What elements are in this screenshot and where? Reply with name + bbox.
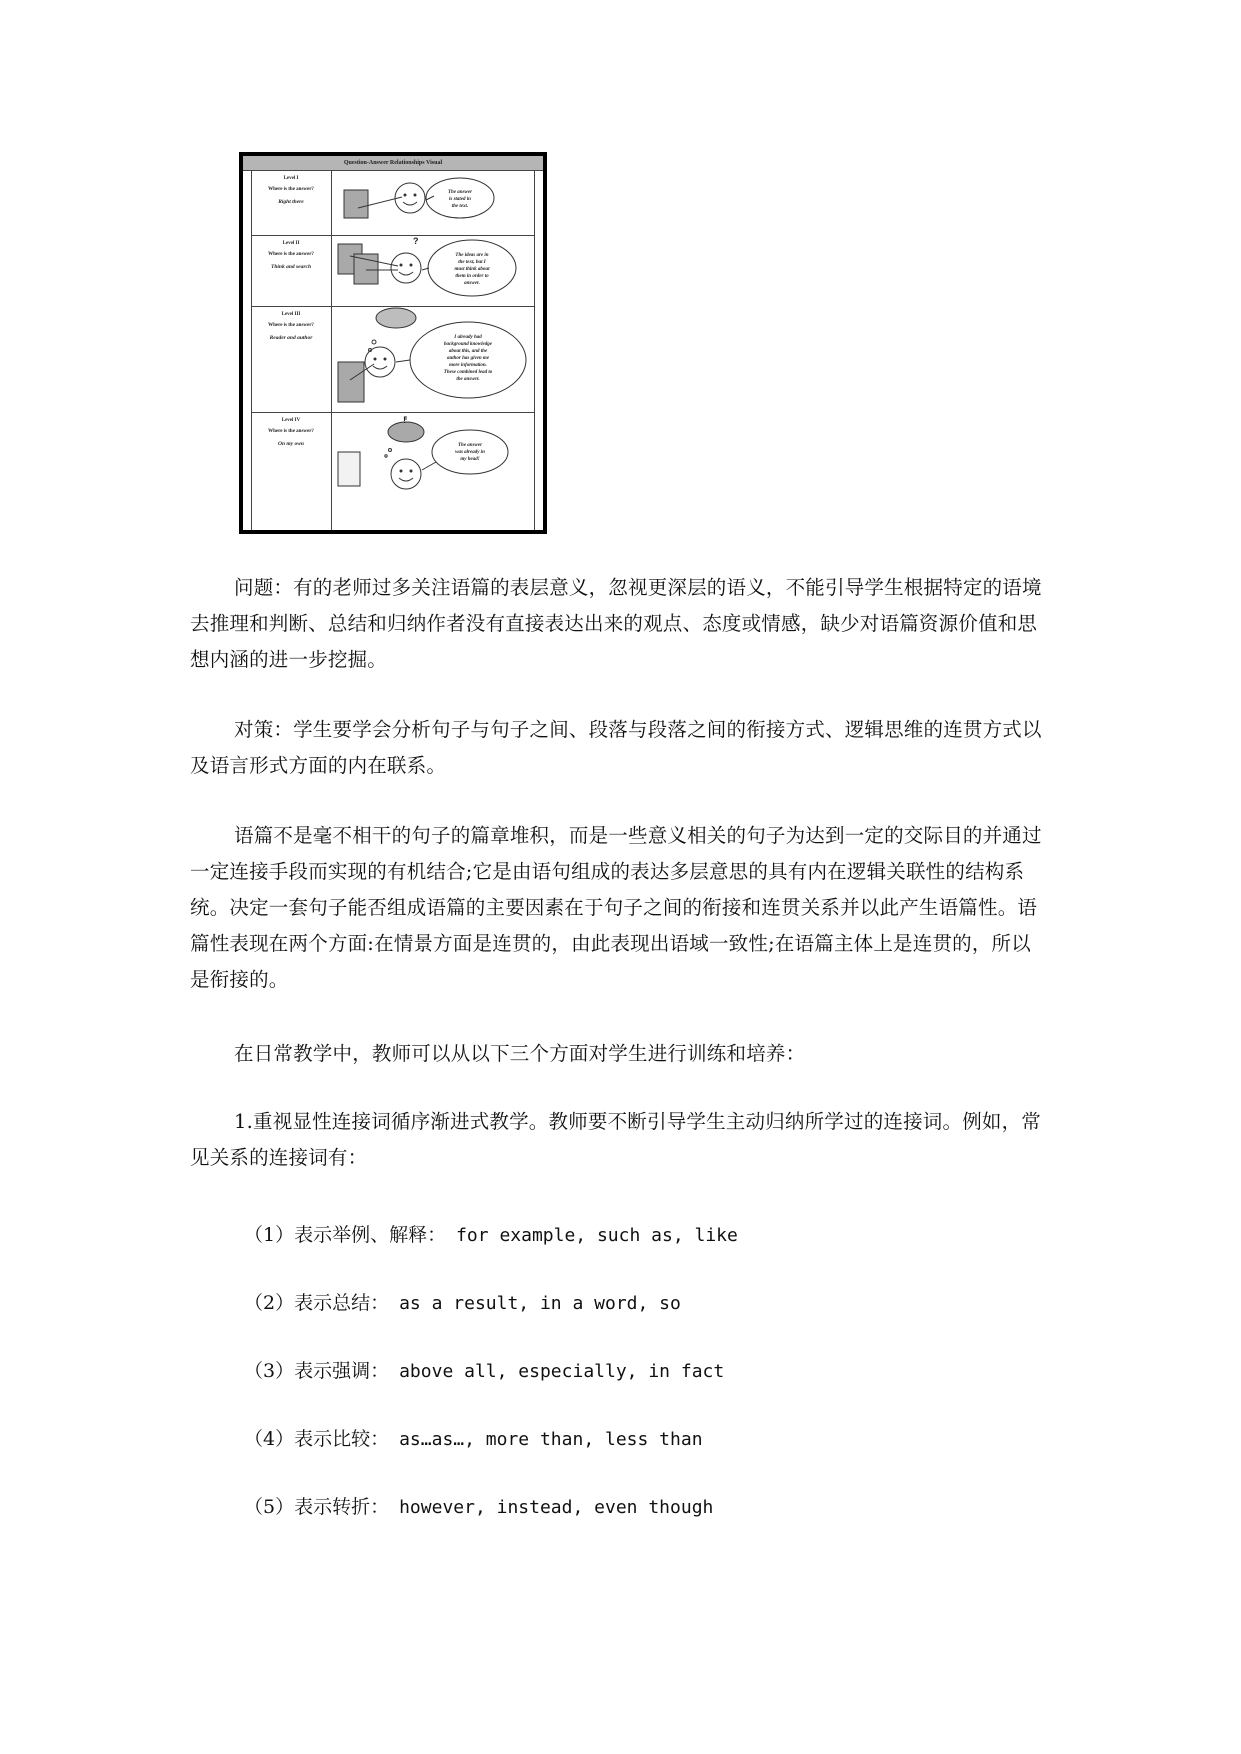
connective-item-3	[244, 1358, 724, 1385]
connective-words: as a result, in a word, so	[399, 1293, 681, 1314]
svg-text:more information.: more information.	[449, 363, 487, 368]
strategy-paragraph: 对策：学生要学会分析句子与句子之间、段落与段落之间的衔接方式、逻辑思维的连贯方式以及语言形式方面的内在联系。	[190, 718, 1042, 777]
level-question: Where is the answer?	[268, 429, 314, 434]
connective-label: （2）表示总结：	[244, 1292, 390, 1314]
svg-text:was already in: was already in	[455, 450, 485, 455]
level-question: Where is the answer?	[268, 187, 314, 192]
connective-label: （5）表示转折：	[244, 1496, 390, 1518]
connective-words: however, instead, even though	[399, 1497, 714, 1518]
svg-text:These combined lead to: These combined lead to	[443, 370, 493, 375]
level-answer: Right there	[278, 199, 304, 205]
connective-item-1	[244, 1222, 738, 1249]
svg-text:must think about: must think about	[454, 267, 490, 272]
svg-text:is stated in: is stated in	[449, 197, 471, 202]
smiley-face-icon	[365, 347, 395, 377]
bubble-text: The ideas are in	[455, 253, 489, 258]
level-answer: Reader and author	[269, 335, 313, 341]
question-mark-icon: ?	[413, 236, 419, 246]
level-cell-2	[251, 235, 331, 270]
connective-label: （4）表示比较：	[244, 1428, 390, 1450]
connective-label: （3）表示强调：	[244, 1360, 390, 1382]
thought-cloud-icon	[388, 422, 424, 442]
svg-text:the answer.: the answer.	[456, 377, 480, 382]
svg-text:about this, and the: about this, and the	[448, 349, 488, 354]
svg-text:background knowledge: background knowledge	[444, 342, 492, 347]
svg-text:author has given me: author has given me	[446, 356, 490, 361]
level-answer: Think and search	[270, 264, 312, 270]
level-cell-3	[251, 306, 331, 341]
level-answer: On my own	[278, 441, 304, 447]
level-cell-1	[251, 170, 331, 205]
svg-text:my head!: my head!	[460, 457, 480, 462]
connective-words: above all, especially, in fact	[399, 1361, 725, 1382]
discourse-paragraph: 语篇不是毫不相干的句子的篇章堆积，而是一些意义相关的句子为达到一定的交际目的并通过一定连接手段而实现的有机结合;它是由语句组成的表达多层意思的具有内在逻辑关联性的结构系统。决定一套句子能否组成语篇的主要因素在于句子之间的衔接和连贯关系并以此产生语篇性。语篇性表现在两个方面:在情景方面是连贯的，由此表现出语域一致性;在语篇主体上是连贯的，所以是衔接的。	[190, 824, 1042, 991]
level-question: Where is the answer?	[268, 323, 314, 328]
point-1-paragraph: 1.重视显性连接词循序渐进式教学。教师要不断引导学生主动归纳所学过的连接词。例如，常见关系的连接词有：	[190, 1110, 1042, 1169]
connective-label: （1）表示举例、解释：	[244, 1224, 447, 1246]
book-icon	[354, 254, 378, 284]
connective-words: for example, such as, like	[456, 1225, 738, 1246]
bubble-text: The answer	[447, 190, 473, 195]
exclamation-icon: !	[403, 415, 406, 425]
book-icon	[344, 190, 368, 218]
level-label: Level II	[282, 241, 300, 246]
level-label: Level I	[283, 176, 299, 181]
qar-figure	[239, 152, 547, 534]
bubble-text: I already had	[454, 335, 482, 340]
level-cell-4	[251, 412, 331, 447]
figure-title: Question-Answer Relationships Visual	[243, 156, 543, 171]
connective-item-2	[244, 1290, 681, 1317]
connective-item-5	[244, 1494, 713, 1521]
problem-paragraph: 问题：有的老师过多关注语篇的表层意义，忽视更深层的语义，不能引导学生根据特定的语境去推理和判断、总结和归纳作者没有直接表达出来的观点、态度或情感，缺少对语篇资源价值和思想内涵的进一步挖掘。	[190, 576, 1042, 671]
svg-text:the text.: the text.	[451, 204, 469, 209]
smiley-face-icon	[391, 459, 421, 489]
book-icon	[338, 362, 364, 402]
level-label: Level IV	[281, 418, 301, 423]
level-question: Where is the answer?	[268, 252, 314, 257]
connective-item-4	[244, 1426, 703, 1453]
svg-text:them in order to: them in order to	[455, 274, 489, 279]
bubble-text: The answer	[457, 443, 483, 448]
level-label: Level III	[281, 312, 301, 317]
teaching-paragraph: 在日常教学中，教师可以从以下三个方面对学生进行训练和培养：	[234, 1042, 806, 1065]
book-icon	[338, 452, 360, 486]
figure-illustrations	[332, 170, 535, 530]
smiley-face-icon	[391, 253, 421, 283]
thought-cloud-icon	[376, 308, 416, 328]
connective-words: as…as…, more than, less than	[399, 1429, 703, 1450]
svg-text:answer.: answer.	[464, 281, 480, 286]
svg-text:the text, but I: the text, but I	[458, 260, 486, 265]
